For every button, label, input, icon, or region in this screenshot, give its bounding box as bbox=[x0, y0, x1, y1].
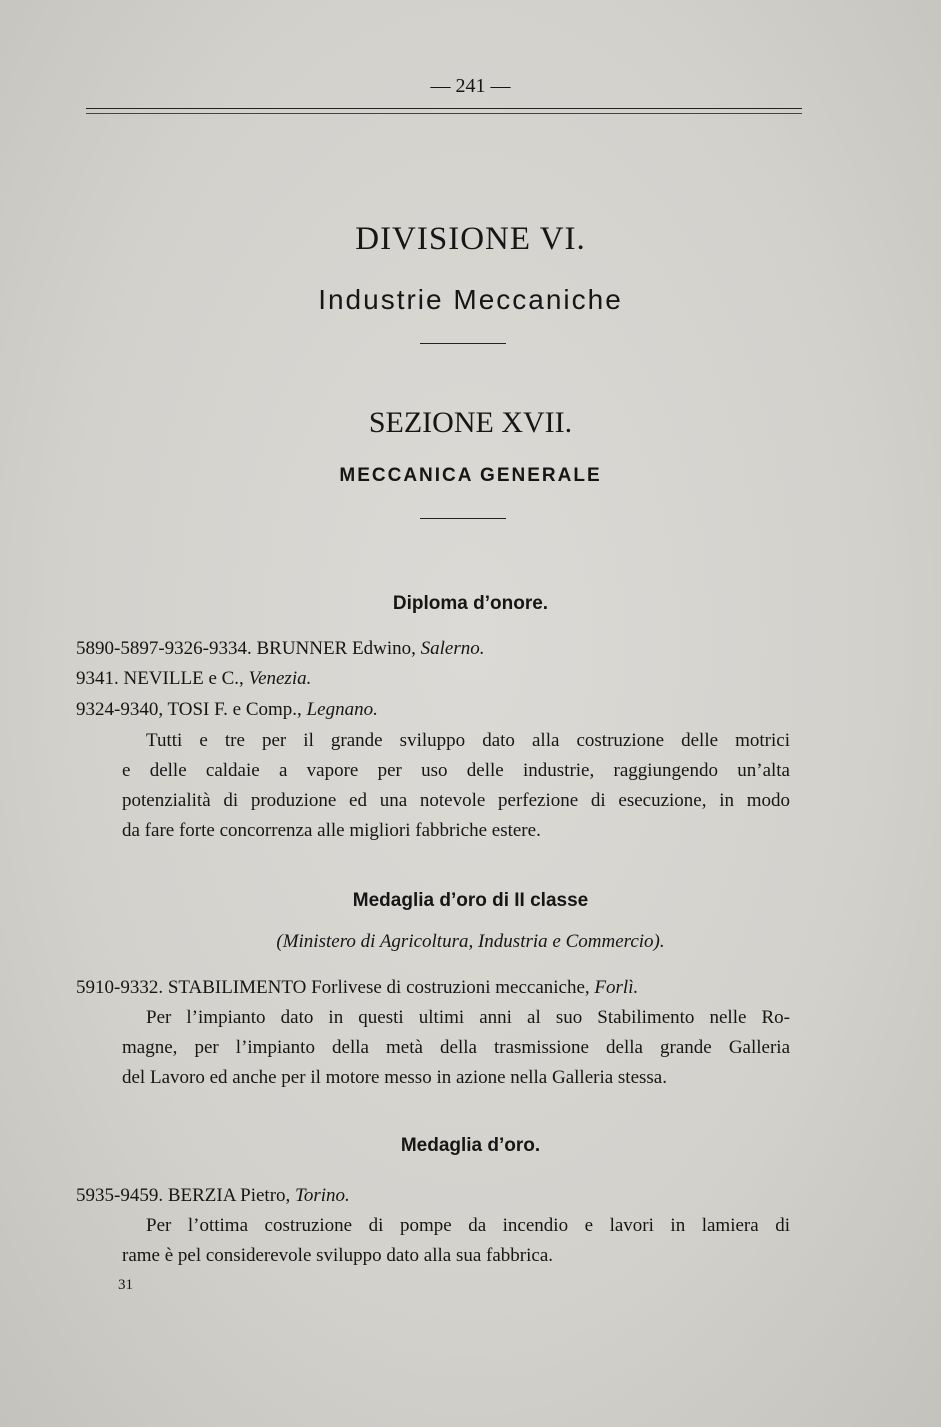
division-title: DIVISIONE VI. bbox=[355, 221, 586, 257]
description-line: Tutti e tre per il grande sviluppo dato alla costruzione delle motrici bbox=[146, 730, 790, 751]
entry-numbers: 5935-9459. bbox=[76, 1185, 164, 1206]
entry-place: Legnano. bbox=[306, 699, 378, 720]
header-rule bbox=[86, 108, 802, 114]
signature-mark: 31 bbox=[118, 1277, 133, 1293]
entry-numbers: 5910-9332. bbox=[76, 977, 164, 998]
description-line: del Lavoro ed anche per il motore messo in azione nella Galleria stessa. bbox=[122, 1067, 667, 1088]
entry-name: NEVILLE e C., bbox=[123, 668, 244, 689]
description-line: magne, per l’impianto della metà della trasmissione della grande Galleria bbox=[122, 1037, 790, 1058]
award-heading: Diploma d’onore. bbox=[392, 593, 549, 614]
description-line: rame è pel considerevole sviluppo dato alla sua fabbrica. bbox=[122, 1245, 554, 1266]
description-line: potenzialità di produzione ed una notevole perfezione di esecuzione, in modo bbox=[122, 790, 790, 811]
entry-name: BERZIA Pietro, bbox=[167, 1185, 291, 1206]
award-heading: Medaglia d’oro. bbox=[400, 1135, 541, 1156]
entry-name: STABILIMENTO Forlivese di costruzioni meccaniche, bbox=[167, 977, 590, 998]
division-subtitle: Industrie Meccaniche bbox=[318, 284, 623, 315]
section-title: SEZIONE XVII. bbox=[368, 406, 573, 439]
entry-place: Venezia. bbox=[248, 668, 312, 689]
description-line: da fare forte concorrenza alle migliori fabbriche estere. bbox=[122, 820, 541, 841]
award-ministry: (Ministero di Agricoltura, Industria e Commercio). bbox=[276, 931, 665, 952]
award-entry bbox=[76, 637, 485, 661]
award-entry bbox=[76, 698, 378, 722]
entry-name: BRUNNER Edwino, bbox=[256, 638, 416, 659]
entry-place: Salerno. bbox=[420, 638, 485, 659]
page-number: — 241 — bbox=[430, 75, 511, 97]
entry-place: Torino. bbox=[295, 1185, 350, 1206]
entry-numbers: 9341. bbox=[76, 668, 119, 689]
section-rule bbox=[420, 518, 506, 519]
entry-place: Forlì. bbox=[594, 977, 639, 998]
section-subtitle: MECCANICA GENERALE bbox=[339, 465, 602, 486]
division-rule bbox=[420, 343, 506, 344]
award-heading: Medaglia d’oro di II classe bbox=[352, 890, 589, 911]
entry-numbers: 9324-9340, bbox=[76, 699, 164, 720]
description-line: Per l’impianto dato in questi ultimi anni al suo Stabilimento nelle Ro- bbox=[146, 1007, 790, 1028]
description-line: e delle caldaie a vapore per uso delle industrie, raggiungendo un’alta bbox=[122, 760, 790, 781]
award-entry bbox=[76, 667, 311, 691]
description-line: Per l’ottima costruzione di pompe da incendio e lavori in lamiera di bbox=[146, 1215, 790, 1236]
award-entry bbox=[76, 1184, 350, 1208]
entry-name: TOSI F. e Comp., bbox=[167, 699, 302, 720]
award-entry bbox=[76, 976, 638, 1000]
entry-numbers: 5890-5897-9326-9334. bbox=[76, 638, 252, 659]
